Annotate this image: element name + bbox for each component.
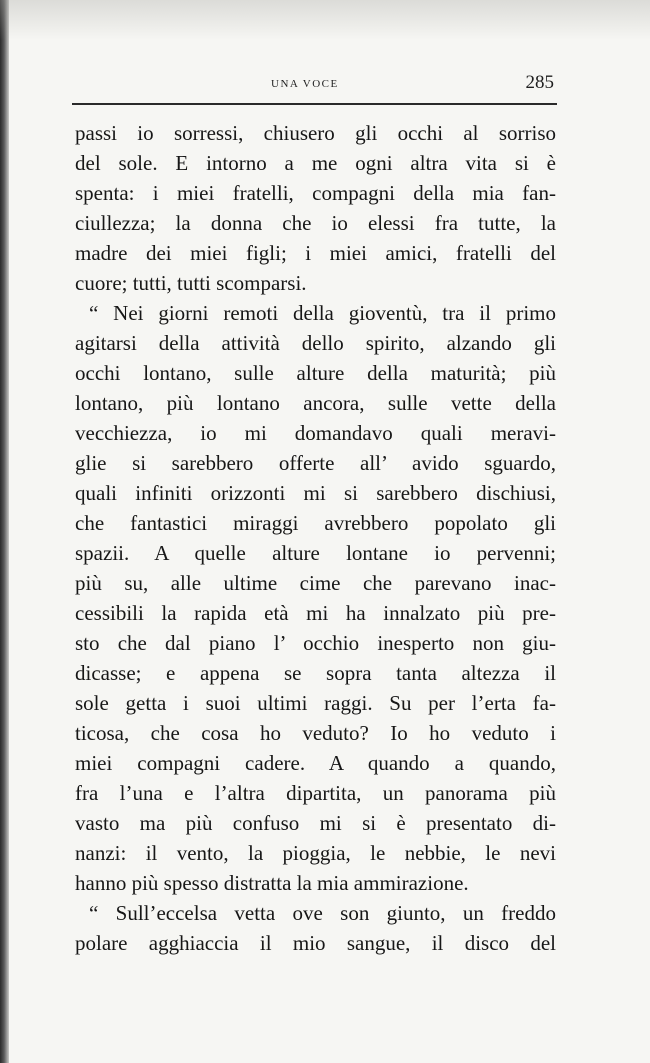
body-text xyxy=(75,118,556,958)
text-line: glie si sarebbero offerte all’ avido sguardo, xyxy=(75,451,556,475)
text-line: cuore; tutti, tutti scomparsi. xyxy=(75,271,307,295)
text-line: spenta: i miei fratelli, compagni della mia fan- xyxy=(75,181,556,205)
page-number: 285 xyxy=(525,72,554,93)
header-rule xyxy=(72,103,557,105)
text-line: occhi lontano, sulle alture della maturità; più xyxy=(75,361,556,385)
text-line: passi io sorressi, chiusero gli occhi al sorriso xyxy=(75,121,556,145)
scan-shadow xyxy=(0,0,650,40)
text-line: che fantastici miraggi avrebbero popolato gli xyxy=(75,511,556,535)
text-line: hanno più spesso distratta la mia ammirazione. xyxy=(75,871,469,895)
text-line: miei compagni cadere. A quando a quando, xyxy=(75,751,556,775)
text-line: ticosa, che cosa ho veduto? Io ho veduto i xyxy=(75,721,556,745)
text-line: sto che dal piano l’ occhio inesperto non giu- xyxy=(75,631,556,655)
text-line: del sole. E intorno a me ogni altra vita si è xyxy=(75,151,556,175)
text-line: vasto ma più confuso mi si è presentato di- xyxy=(75,811,556,835)
text-line: spazii. A quelle alture lontane io pervenni; xyxy=(75,541,556,565)
text-line: polare agghiaccia il mio sangue, il disco del xyxy=(75,931,556,955)
text-line: ciullezza; la donna che io elessi fra tutte, la xyxy=(75,211,556,235)
text-line: madre dei miei figli; i miei amici, fratelli del xyxy=(75,241,556,265)
text-line: lontano, più lontano ancora, sulle vette della xyxy=(75,391,556,415)
text-line: nanzi: il vento, la pioggia, le nebbie, le nevi xyxy=(75,841,556,865)
running-title: UNA VOCE xyxy=(271,78,339,90)
text-line: quali infiniti orizzonti mi si sarebbero dischiusi, xyxy=(75,481,556,505)
text-line: vecchiezza, io mi domandavo quali meravi- xyxy=(75,421,556,445)
text-line: fra l’una e l’altra dipartita, un panorama più xyxy=(75,781,556,805)
text-line: più su, alle ultime cime che parevano inac- xyxy=(75,571,556,595)
text-line: “ Nei giorni remoti della gioventù, tra il primo xyxy=(89,301,556,325)
text-line: agitarsi della attività dello spirito, alzando gli xyxy=(75,331,556,355)
running-head xyxy=(76,70,554,102)
binding-edge xyxy=(0,0,9,1063)
text-line: cessibili la rapida età mi ha innalzato più pre- xyxy=(75,601,556,625)
text-line: “ Sull’eccelsa vetta ove son giunto, un freddo xyxy=(89,901,556,925)
text-line: sole getta i suoi ultimi raggi. Su per l’erta fa- xyxy=(75,691,556,715)
text-line: dicasse; e appena se sopra tanta altezza il xyxy=(75,661,556,685)
